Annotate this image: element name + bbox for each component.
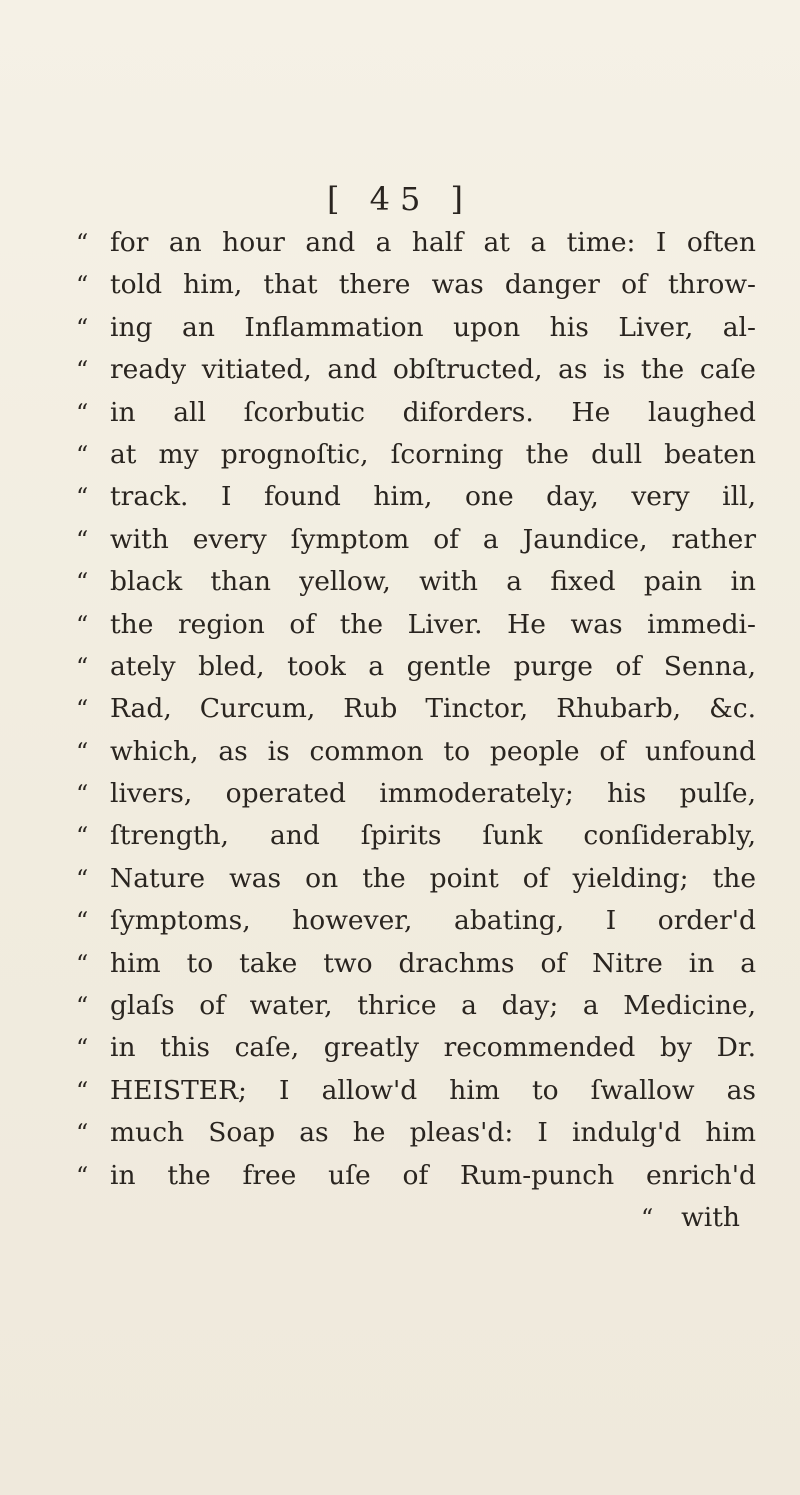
line-text: black than yellow, with a fixed pain in xyxy=(110,566,756,598)
quote-mark: “ xyxy=(76,1034,89,1063)
text-line xyxy=(76,900,756,942)
line-text: ſymptoms, however, abating, I order'd xyxy=(110,905,756,937)
text-line xyxy=(76,392,756,434)
quote-mark: “ xyxy=(76,610,89,639)
text-line xyxy=(76,519,756,561)
text-line xyxy=(76,561,756,603)
line-text: ing an Inflammation upon his Liver, al- xyxy=(110,311,756,343)
quote-mark: “ xyxy=(76,652,89,681)
quote-mark: “ xyxy=(76,737,89,766)
text-line xyxy=(76,688,756,730)
quote-mark: “ xyxy=(76,992,89,1021)
text-line xyxy=(76,646,756,688)
text-line xyxy=(76,1027,756,1069)
quote-mark: “ xyxy=(76,907,89,936)
quote-mark: “ xyxy=(76,313,89,342)
text-line xyxy=(76,1112,756,1154)
quote-mark: “ xyxy=(76,483,89,512)
text-line xyxy=(76,604,756,646)
text-block xyxy=(76,222,756,1239)
text-line xyxy=(76,349,756,391)
quote-mark: “ xyxy=(76,356,89,385)
line-text: ready vitiated, and obſtructed, as is the caſe xyxy=(110,354,756,386)
quote-mark: “ xyxy=(76,271,89,300)
text-line xyxy=(76,858,756,900)
quote-mark: “ xyxy=(76,780,89,809)
text-line xyxy=(76,773,756,815)
text-line xyxy=(76,943,756,985)
line-text: for an hour and a half at a time: I often xyxy=(110,227,756,258)
line-text: the region of the Liver. He was immedi- xyxy=(110,608,756,640)
quote-mark: “ xyxy=(76,949,89,978)
text-line xyxy=(76,476,756,518)
text-line xyxy=(76,222,756,264)
text-line xyxy=(76,815,756,857)
quote-mark: “ xyxy=(76,822,89,851)
page-number: [ 45 ] xyxy=(326,180,474,218)
line-text: ſtrength, and ſpirits ſunk conſiderably, xyxy=(110,820,756,852)
catchword: with xyxy=(681,1201,740,1233)
quote-mark: “ xyxy=(76,1119,89,1148)
line-text: Rad, Curcum, Rub Tinctor, Rhubarb, &c. xyxy=(110,693,756,725)
quote-mark: “ xyxy=(76,440,89,469)
line-text: which, as is common to people of unfound xyxy=(110,735,756,767)
text-line xyxy=(76,985,756,1027)
line-text: much Soap as he pleas'd: I indulg'd him xyxy=(110,1117,756,1149)
line-text: track. I found him, one day, very ill, xyxy=(110,481,756,513)
quote-mark: “ xyxy=(76,568,89,597)
line-text: him to take two drachms of Nitre in a xyxy=(110,947,756,979)
catchword-line xyxy=(76,1197,756,1239)
quote-mark: “ xyxy=(76,695,89,724)
quote-mark: “ xyxy=(76,229,89,257)
line-text: with every ſymptom of a Jaundice, rather xyxy=(110,523,756,555)
line-text: Nature was on the point of yielding; the xyxy=(110,862,756,894)
line-text: in all ſcorbutic diforders. He laughed xyxy=(110,396,756,428)
quote-mark: “ xyxy=(76,525,89,554)
quote-mark: “ xyxy=(76,1076,89,1105)
line-text: told him, that there was danger of throw- xyxy=(110,269,756,301)
quote-mark: “ xyxy=(641,1203,654,1232)
text-line xyxy=(76,1155,756,1197)
text-line xyxy=(76,731,756,773)
quote-mark: “ xyxy=(76,864,89,893)
quote-mark: “ xyxy=(76,1161,89,1190)
line-text: at my prognoſtic, ſcorning the dull beaten xyxy=(110,438,756,470)
text-line xyxy=(76,434,756,476)
line-text: HEISTER; I allow'd him to ſwallow as xyxy=(110,1074,756,1106)
text-line xyxy=(76,1070,756,1112)
line-text: in the free uſe of Rum-punch enrich'd xyxy=(110,1159,756,1191)
quote-mark: “ xyxy=(76,398,89,427)
text-line xyxy=(76,264,756,306)
text-line xyxy=(76,307,756,349)
line-text: in this caſe, greatly recommended by Dr. xyxy=(110,1032,756,1064)
line-text: glaſs of water, thrice a day; a Medicine, xyxy=(110,990,756,1022)
line-text: livers, operated immoderately; his pulſe, xyxy=(110,778,756,810)
line-text: ately bled, took a gentle purge of Senna, xyxy=(110,650,756,682)
